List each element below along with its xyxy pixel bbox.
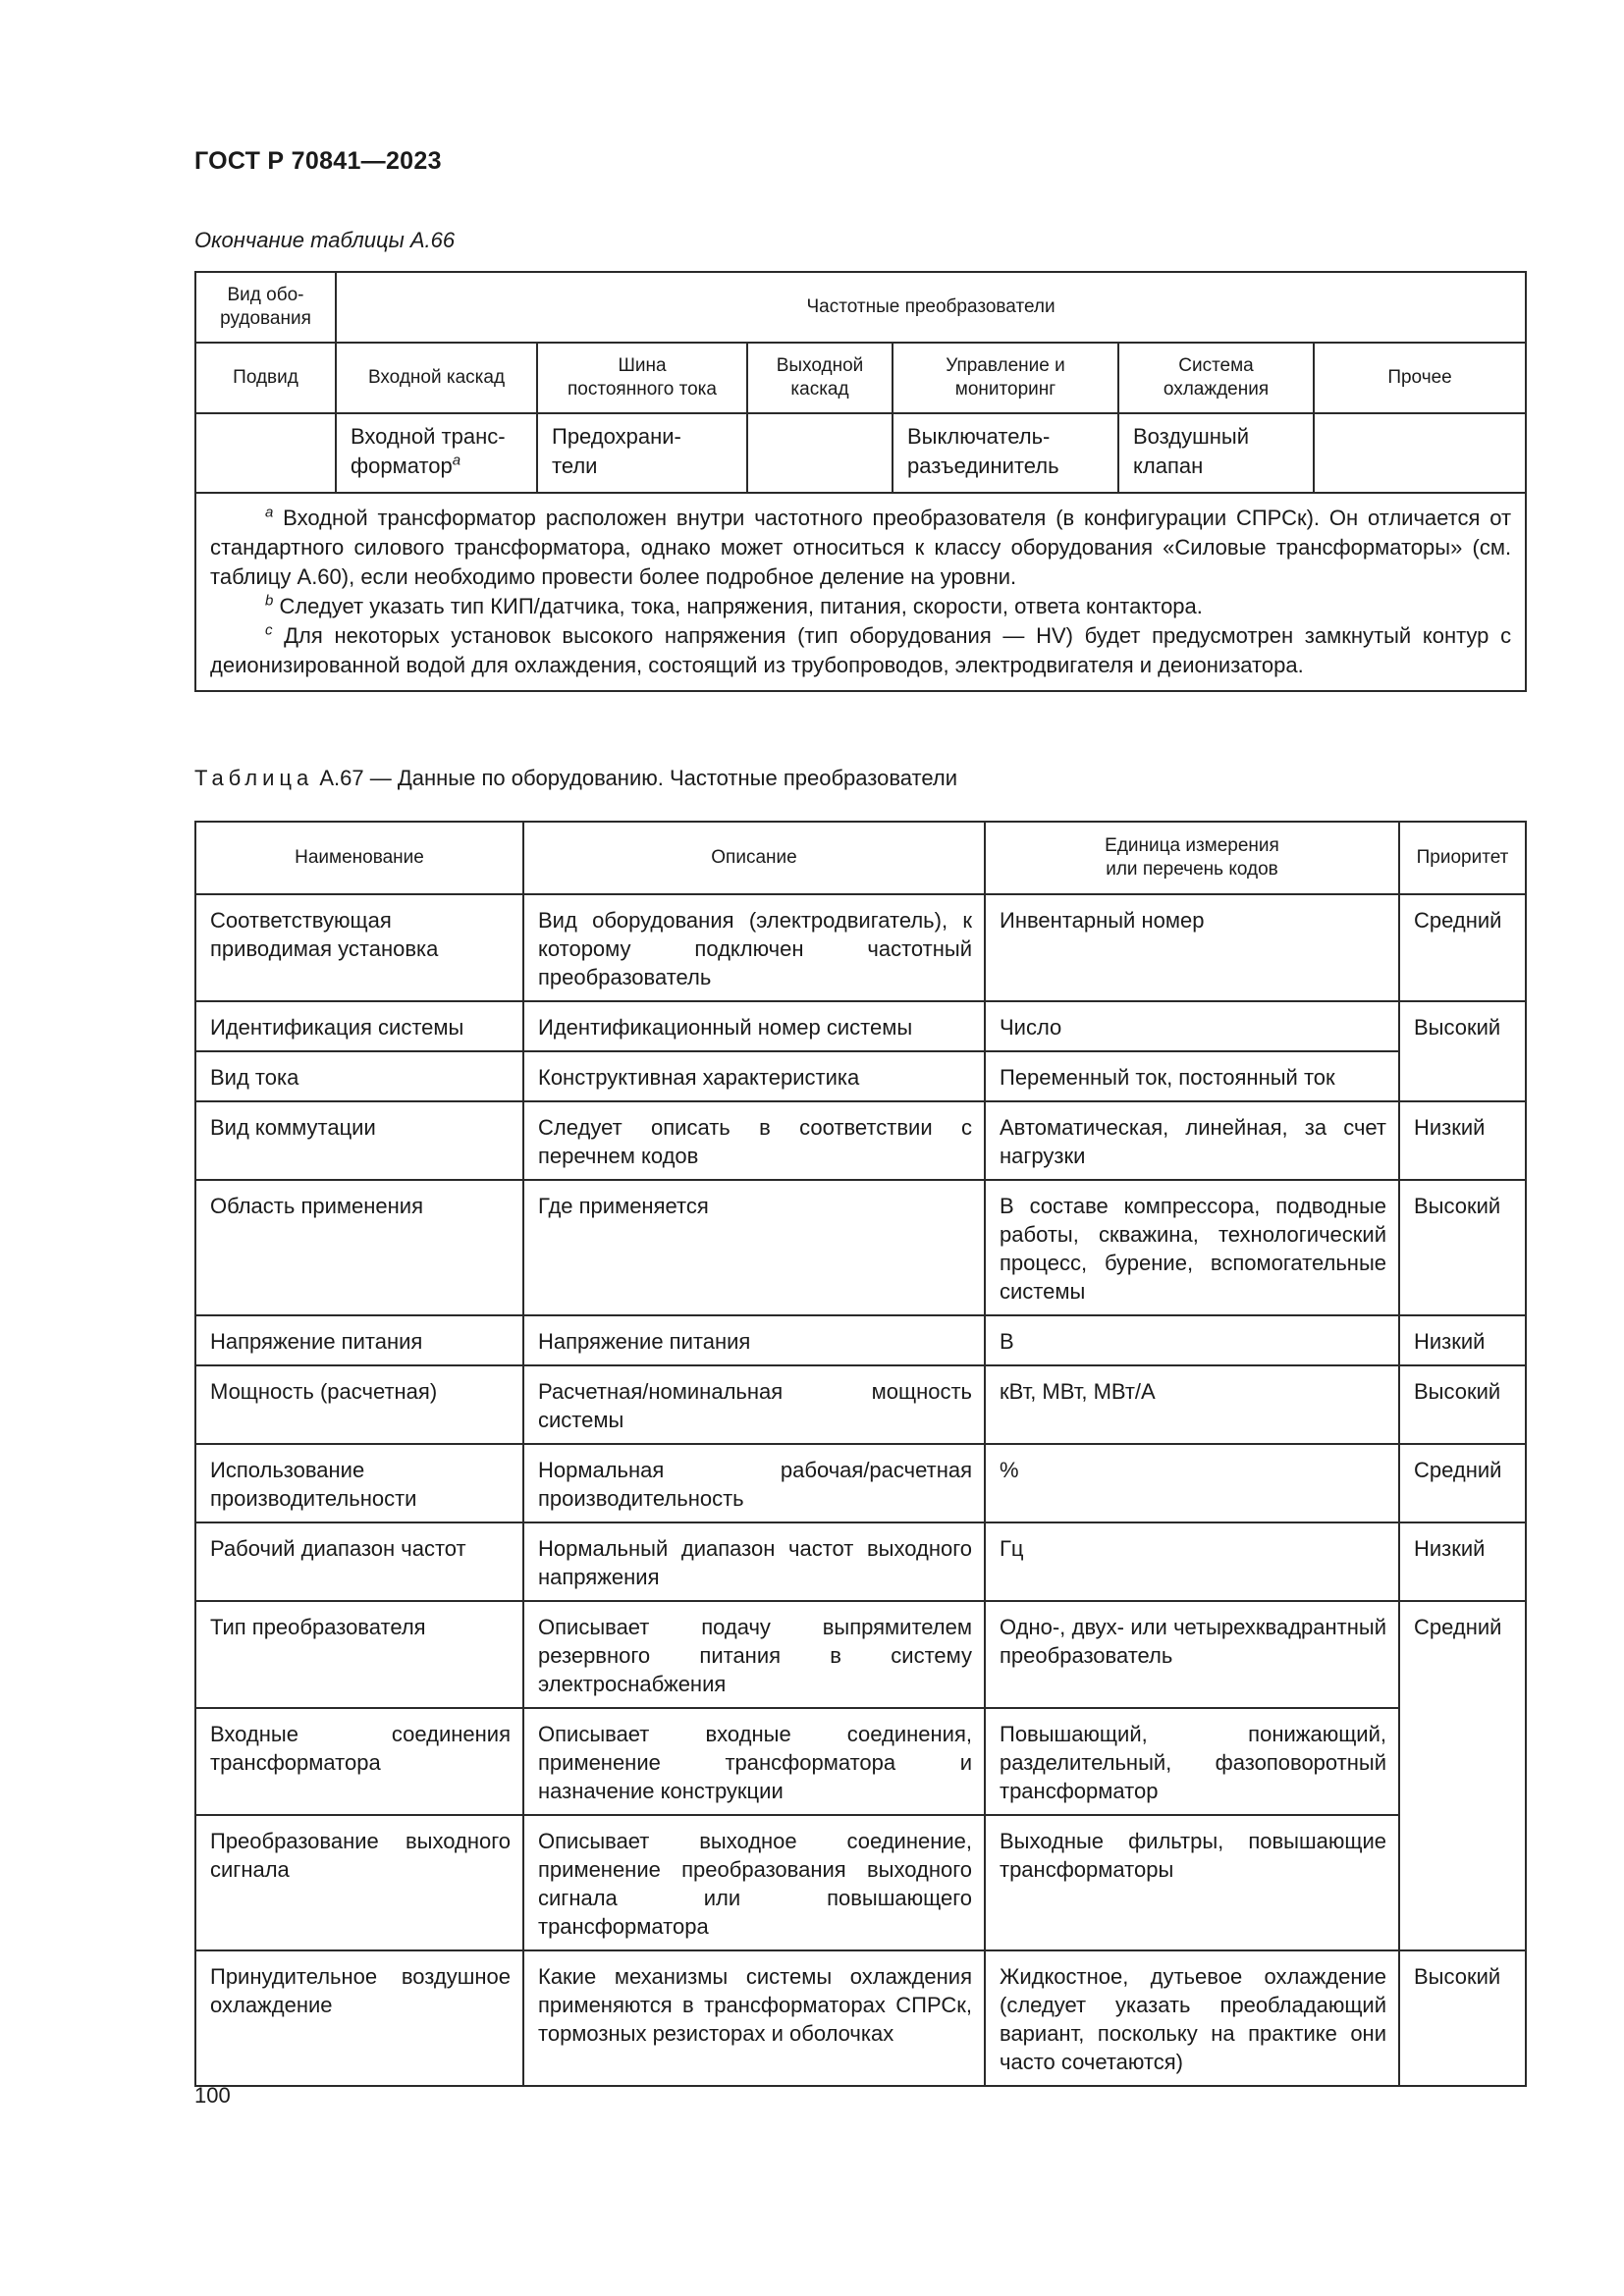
cell-description: Расчетная/номинальная мощность системы <box>523 1365 985 1444</box>
cell-priority: Высокий <box>1399 1001 1526 1101</box>
cell-unit: Переменный ток, постоянный ток <box>985 1051 1399 1101</box>
cell-unit: Гц <box>985 1522 1399 1601</box>
cell-description: Напряжение питания <box>523 1315 985 1365</box>
header-cell <box>747 343 893 413</box>
cell-unit: Повышающий, понижающий, разделительный, фазоповоротный трансформатор <box>985 1708 1399 1815</box>
cell-priority: Средний <box>1399 894 1526 1001</box>
header-cell <box>1399 822 1526 894</box>
table-a67 <box>194 821 1527 2087</box>
table-cell <box>1118 413 1314 493</box>
cell-text: Выключатель- разъединитель <box>907 424 1059 478</box>
table-row <box>195 1444 1526 1522</box>
cell-name: Использование производительности <box>195 1444 523 1522</box>
footnotes-cell <box>195 493 1526 691</box>
equipment-type-label: Вид обо- рудования <box>220 285 311 329</box>
footnote-text: Следует указать тип КИП/датчика, тока, напряжения, питания, скорости, ответа контактора. <box>273 594 1203 618</box>
footnote-mark: a <box>452 452 461 469</box>
table-row <box>195 413 1526 493</box>
table-footnotes-row <box>195 493 1526 691</box>
cell-name: Область применения <box>195 1180 523 1315</box>
dc-bus-label: Шина постоянного тока <box>568 355 717 400</box>
table-row <box>195 1522 1526 1601</box>
cell-priority: Средний <box>1399 1444 1526 1522</box>
cooling-system-label: Система охлаждения <box>1163 355 1270 400</box>
cell-name: Тип преобразователя <box>195 1601 523 1708</box>
table-continuation-caption: Окончание таблицы А.66 <box>194 228 456 252</box>
other-label: Прочее <box>1387 367 1452 388</box>
cell-priority: Средний <box>1399 1601 1526 1950</box>
cell-name: Принудительное воздушное охлаждение <box>195 1950 523 2086</box>
header-cell <box>537 343 747 413</box>
table-cell <box>893 413 1118 493</box>
cell-description: Конструктивная характеристика <box>523 1051 985 1101</box>
cell-priority: Высокий <box>1399 1950 1526 2086</box>
table-header-row <box>195 822 1526 894</box>
cell-unit: кВт, МВт, МВт/А <box>985 1365 1399 1444</box>
cell-unit: Одно-, двух- или четырехквадрантный преобразователь <box>985 1601 1399 1708</box>
footnote-b <box>210 592 1511 621</box>
cell-description: Вид оборудования (электродвигатель), к которому подключен частотный преобразователь <box>523 894 985 1001</box>
document-header: ГОСТ Р 70841—2023 <box>194 147 442 175</box>
cell-text: Воздушный клапан <box>1133 424 1250 478</box>
header-cell <box>893 343 1118 413</box>
column-header-unit: Единица измерения или перечень кодов <box>1105 835 1279 880</box>
output-stage-label: Выходной каскад <box>776 355 864 400</box>
cell-description: Нормальная рабочая/расчетная производительность <box>523 1444 985 1522</box>
cell-description: Следует описать в соответствии с перечнем кодов <box>523 1101 985 1180</box>
cell-unit: Автоматическая, линейная, за счет нагрузки <box>985 1101 1399 1180</box>
cell-description: Описывает подачу выпрямителем резервного питания в систему электроснабжения <box>523 1601 985 1708</box>
table-row <box>195 1001 1526 1051</box>
cell-name: Мощность (расчетная) <box>195 1365 523 1444</box>
header-cell <box>1118 343 1314 413</box>
table-cell <box>195 413 336 493</box>
cell-description: Какие механизмы системы охлаждения применяются в трансформаторах СПРСк, тормозных резисторах и оболочках <box>523 1950 985 2086</box>
footnote-a <box>210 504 1511 592</box>
cell-name: Рабочий диапазон частот <box>195 1522 523 1601</box>
cell-description: Нормальный диапазон частот выходного напряжения <box>523 1522 985 1601</box>
equipment-class-label: Частотные преобразователи <box>806 296 1056 317</box>
header-cell <box>1314 343 1526 413</box>
cell-priority: Низкий <box>1399 1101 1526 1180</box>
cell-unit: Инвентарный номер <box>985 894 1399 1001</box>
header-cell <box>195 822 523 894</box>
column-header-priority: Приоритет <box>1416 847 1509 868</box>
table-row <box>195 1101 1526 1180</box>
cell-unit: В составе компрессора, подводные работы, скважина, технологический процесс, бурение, вспомогательные системы <box>985 1180 1399 1315</box>
table-a66-continuation <box>194 271 1527 692</box>
caption-prefix: Таблица <box>194 766 314 790</box>
cell-name: Соответствующая приводимая установка <box>195 894 523 1001</box>
cell-name: Идентификация системы <box>195 1001 523 1051</box>
cell-name: Преобразование выходного сигнала <box>195 1815 523 1950</box>
column-header-description: Описание <box>711 847 797 868</box>
footnote-mark: c <box>265 621 273 639</box>
cell-name: Напряжение питания <box>195 1315 523 1365</box>
cell-text: Предохрани- тели <box>552 424 681 478</box>
table-row <box>195 1815 1526 1950</box>
cell-name: Входные соединения трансформатора <box>195 1708 523 1815</box>
cell-unit: Выходные фильтры, повышающие трансформаторы <box>985 1815 1399 1950</box>
cell-description: Описывает выходное соединение, применение преобразования выходного сигнала или повышающего трансформатора <box>523 1815 985 1950</box>
table-row <box>195 1180 1526 1315</box>
column-header-name: Наименование <box>295 847 424 868</box>
cell-priority: Высокий <box>1399 1180 1526 1315</box>
table-cell <box>336 413 537 493</box>
header-cell <box>195 272 336 343</box>
cell-text: Входной транс- форматор <box>351 424 506 478</box>
table-row <box>195 1708 1526 1815</box>
footnote-c <box>210 621 1511 680</box>
cell-unit: % <box>985 1444 1399 1522</box>
table-row <box>195 894 1526 1001</box>
cell-name: Вид коммутации <box>195 1101 523 1180</box>
footnote-mark: b <box>265 592 274 610</box>
cell-description: Идентификационный номер системы <box>523 1001 985 1051</box>
table-row <box>195 1315 1526 1365</box>
header-cell <box>523 822 985 894</box>
table-row <box>195 1051 1526 1101</box>
cell-priority: Низкий <box>1399 1522 1526 1601</box>
cell-description: Где применяется <box>523 1180 985 1315</box>
table-header-row <box>195 272 1526 343</box>
caption-title: А.67 — Данные по оборудованию. Частотные преобразователи <box>313 766 957 790</box>
footnote-mark: a <box>265 504 274 521</box>
footnote-text: Входной трансформатор расположен внутри частотного преобразователя (в конфигурации СПРСк). Он отличается от стандартного силового трансформатора, однако может относиться к классу оборудования «Силовые трансформаторы» (см. таблицу А.60), если необходимо провести более подробное деление на уровни. <box>210 506 1512 589</box>
cell-priority: Высокий <box>1399 1365 1526 1444</box>
cell-unit: В <box>985 1315 1399 1365</box>
input-stage-label: Входной каскад <box>367 367 506 388</box>
table-cell <box>1314 413 1526 493</box>
header-cell <box>195 343 336 413</box>
table-subheader-row <box>195 343 1526 413</box>
cell-name: Вид тока <box>195 1051 523 1101</box>
table-row <box>195 1365 1526 1444</box>
cell-description: Описывает входные соединения, применение трансформатора и назначение конструкции <box>523 1708 985 1815</box>
table-cell <box>537 413 747 493</box>
page-number: 100 <box>194 2083 231 2108</box>
control-monitoring-label: Управление и мониторинг <box>946 355 1065 400</box>
table-cell <box>747 413 893 493</box>
cell-unit: Число <box>985 1001 1399 1051</box>
cell-unit: Жидкостное, дутьевое охлаждение (следует указать преобладающий вариант, поскольку на практике они часто сочетаются) <box>985 1950 1399 2086</box>
subtype-label: Подвид <box>233 367 298 388</box>
cell-priority: Низкий <box>1399 1315 1526 1365</box>
footnote-text: Для некоторых установок высокого напряжения (тип оборудования — HV) будет предусмотрен замкнутый контур с деионизированной водой для охлаждения, состоящий из трубопроводов, электродвигателя и деионизатора. <box>210 623 1512 677</box>
header-cell <box>985 822 1399 894</box>
table-row <box>195 1601 1526 1708</box>
table-a67-caption <box>194 766 957 791</box>
table-row <box>195 1950 1526 2086</box>
header-cell <box>336 272 1526 343</box>
header-cell <box>336 343 537 413</box>
